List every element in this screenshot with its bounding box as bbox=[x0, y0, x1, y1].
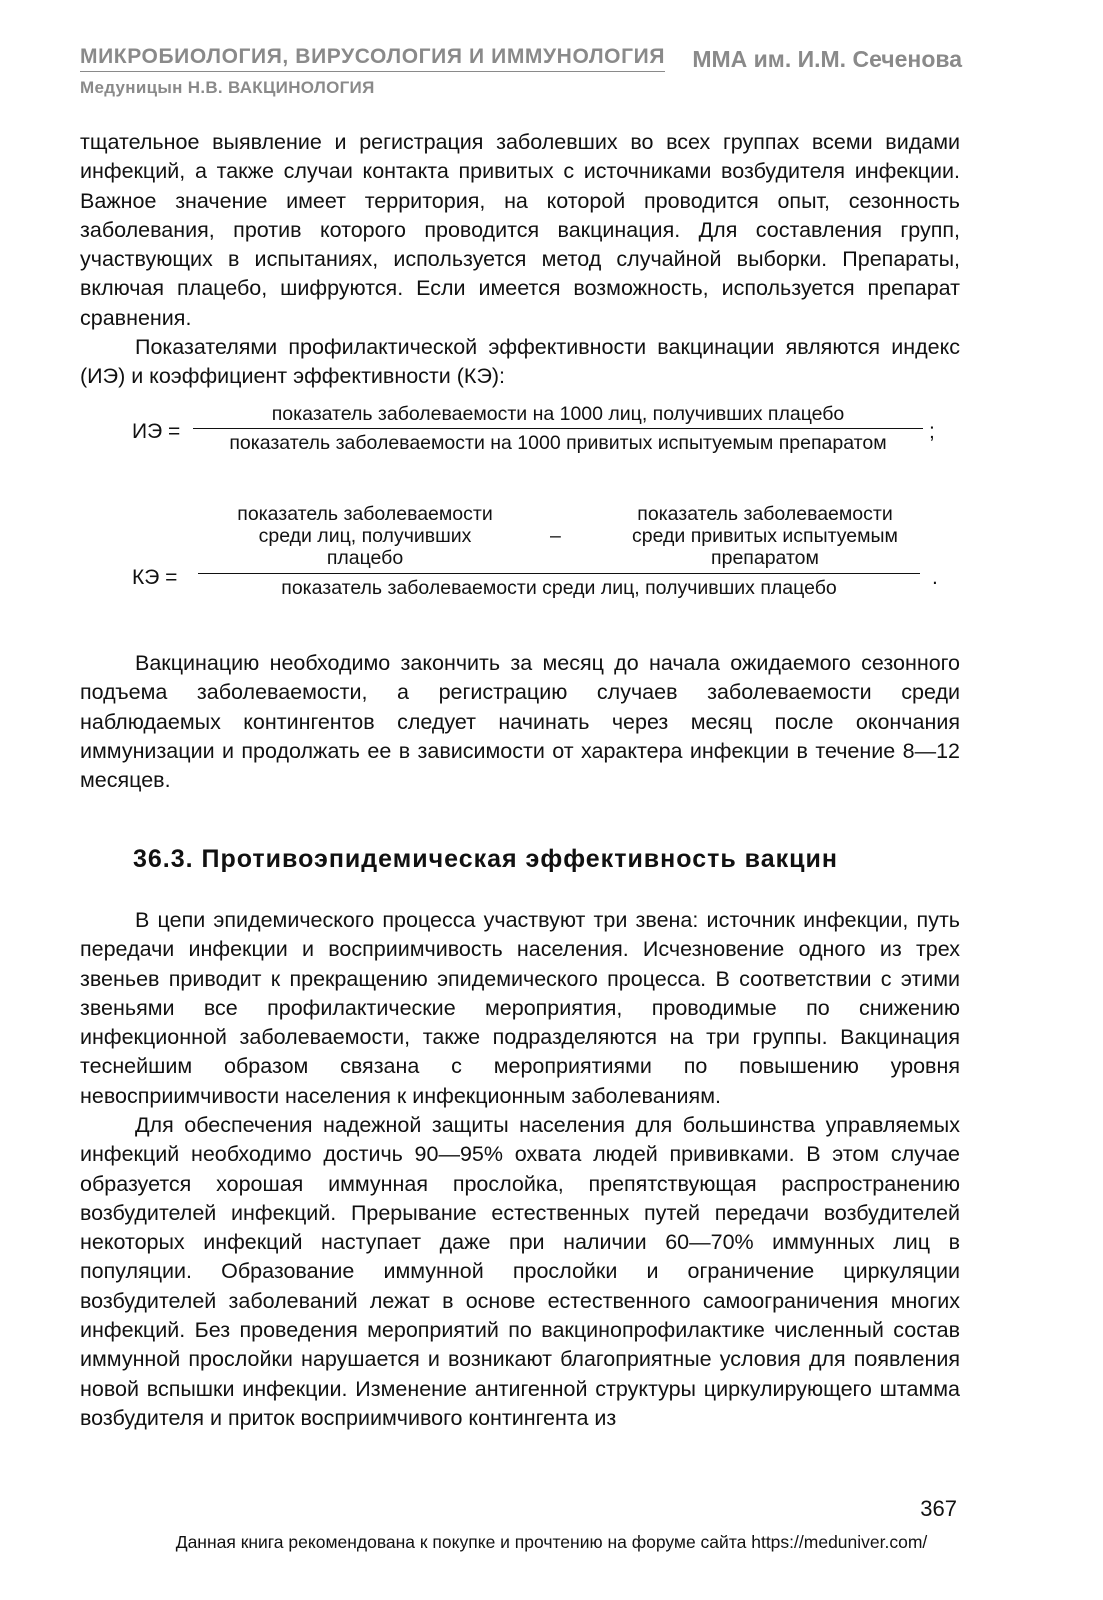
section-heading: 36.3. Противоэпидемическая эффективность вакцин bbox=[133, 845, 838, 873]
formula-ke-left-line-3: плацебо bbox=[326, 547, 404, 569]
formula-efficacy-coefficient bbox=[80, 503, 960, 603]
formula-efficacy-index bbox=[80, 400, 960, 460]
paragraph-vaccination-timing: Вакцинацию необходимо закончить за месяц до начала ожидаемого сезонного подъема заболеваемости, а регистрацию случаев заболеваемости среди наблюдаемых контингентов следует начинать через месяц после окончания иммунизации и продолжать ее в зависимости от характера инфекции в течение 8—12 месяцев. bbox=[80, 651, 960, 793]
formula-ie-denominator: показатель заболеваемости на 1000 привитых испытуемым препаратом bbox=[229, 432, 887, 454]
page-number: 367 bbox=[920, 1496, 957, 1521]
formula-ke-numerator-left bbox=[205, 503, 525, 569]
formula-ie-fraction-bar bbox=[193, 428, 923, 429]
header-subject-title: МИКРОБИОЛОГИЯ, ВИРУСОЛОГИЯ И ИММУНОЛОГИЯ bbox=[80, 44, 665, 72]
formula-ke-right-line-3: препаратом bbox=[711, 547, 819, 569]
formula-ke-denominator: показатель заболеваемости среди лиц, получивших плацебо bbox=[281, 577, 837, 599]
header-institution: ММА им. И.М. Сеченова bbox=[692, 46, 962, 72]
formula-ke-fraction-bar bbox=[198, 573, 920, 574]
formula-ke-right-line-2: среди привитых испытуемым bbox=[632, 525, 898, 547]
paragraph-epidemic-chain: В цепи эпидемического процесса участвуют три звена: источник инфекции, путь передачи инфекции и восприимчивость населения. Исчезновение одного из трех звеньев приводит к прекращению эпидемического процесса. В соответствии с этими звеньями все профилактические мероприятия, проводимые по снижению инфекционной заболеваемости, также подразделяются на три группы. Вакцинация теснейшим образом связана с мероприятиями по повышению уровня невосприимчивости населения к инфекционным заболеваниям. bbox=[80, 908, 960, 1108]
header-book-title: Медуницын Н.В. ВАКЦИНОЛОГИЯ bbox=[80, 78, 375, 97]
running-header-row bbox=[80, 44, 962, 72]
formula-ke-left-line-2: среди лиц, получивших bbox=[258, 525, 472, 547]
running-header bbox=[80, 44, 962, 98]
paragraph-continuation: тщательное выявление и регистрация заболевших во всех группах всеми видами инфекций, а также случаи контакта привитых с источниками возбудителя инфекции. Важное значение имеет территория, на которой проводится опыт, сезонность заболевания, против которого проводится вакцинация. Для составления групп, участвующих в испытаниях, используется метод случайной выборки. Препараты, включая плацебо, шифруются. Если имеется возможность, используется препарат сравнения. bbox=[80, 130, 960, 330]
formula-ie-punct: ; bbox=[929, 420, 935, 443]
formula-ke-label: КЭ = bbox=[132, 566, 178, 589]
formula-ie-label: ИЭ = bbox=[132, 420, 181, 443]
paragraph-indicators-intro: Показателями профилактической эффективности вакцинации являются индекс (ИЭ) и коэффициент эффективности (КЭ): bbox=[80, 335, 960, 389]
formula-ke-numerator-right bbox=[600, 503, 930, 569]
formula-ke-right-line-1: показатель заболеваемости bbox=[637, 503, 893, 525]
formula-ke-left-line-1: показатель заболеваемости bbox=[237, 503, 493, 525]
formula-ke-punct: . bbox=[932, 566, 938, 589]
formula-ke-minus: – bbox=[550, 525, 561, 547]
paragraph-immune-layer: Для обеспечения надежной защиты населения для большинства управляемых инфекций необходимо достичь 90—95% охвата людей прививками. В этом случае образуется хорошая иммунная прослойка, препятствующая распространению возбудителей инфекций. Прерывание естественных путей передачи возбудителей некоторых инфекций наступает даже при наличии 60—70% иммунных лиц в популяции. Образование иммунной прослойки и ограничение циркуляции возбудителей заболеваний лежат в основе естественного самоограничения многих инфекций. Без проведения мероприятий по вакцинопрофилактике численный состав иммунной прослойки нарушается и возникают благоприятные условия для появления новой вспышки инфекции. Изменение антигенной структуры циркулирующего штамма возбудителя и приток восприимчивого контингента из bbox=[80, 1113, 960, 1430]
formula-ie-numerator: показатель заболеваемости на 1000 лиц, получивших плацебо bbox=[271, 403, 845, 425]
footer-note: Данная книга рекомендована к покупке и прочтению на форуме сайта https://meduniver.com/ bbox=[175, 1532, 928, 1552]
